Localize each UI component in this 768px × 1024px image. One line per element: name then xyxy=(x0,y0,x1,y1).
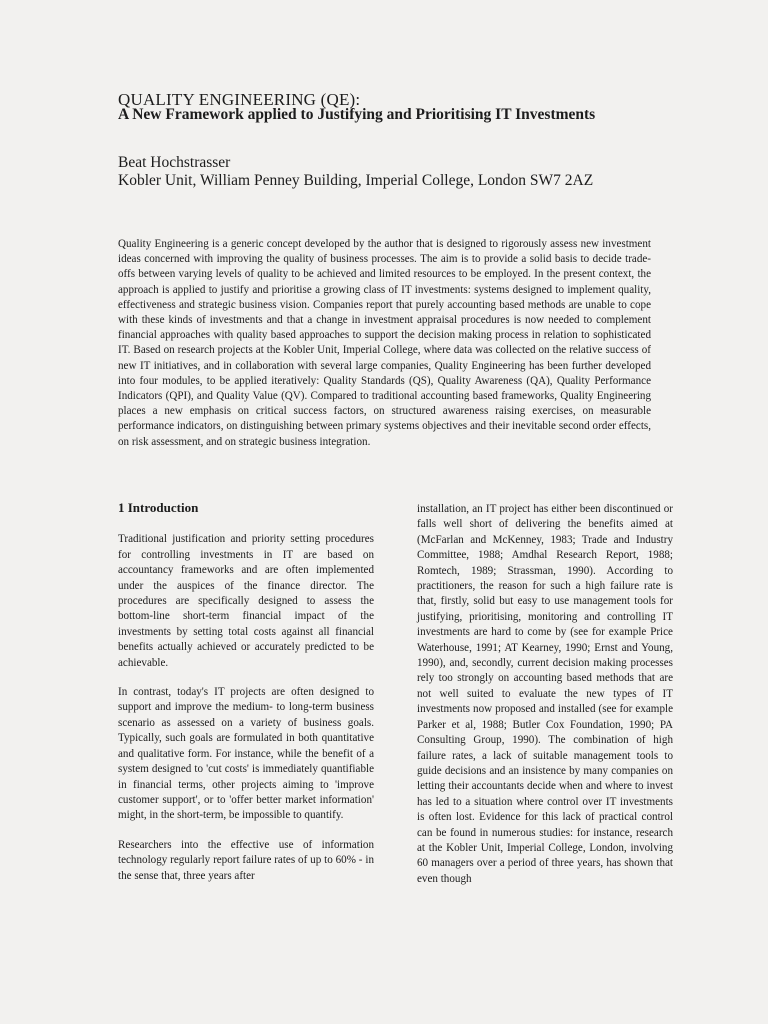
section-heading: 1 Introduction xyxy=(118,500,199,515)
right-column xyxy=(417,502,673,887)
left-column xyxy=(118,500,374,898)
body-paragraph: Traditional justification and priority setting procedures for controlling investments in IT are based on accountancy frameworks and are often implemented under the auspices of the finance director. The procedures are specifically designed to assess the bottom-line short-term financial impact of the investments by setting total costs against all financial benefits actually achieved or accurately predicted to be achievable. xyxy=(118,533,374,669)
body-paragraph: Researchers into the effective use of information technology regularly report failure rates of up to 60% - in the sense that, three years after xyxy=(118,838,374,882)
paper-subtitle: A New Framework applied to Justifying and Prioritising IT Investments xyxy=(118,106,596,123)
paper-title: QUALITY ENGINEERING (QE): xyxy=(118,90,361,109)
body-paragraph: In contrast, today's IT projects are often designed to support and improve the medium- to long-term business scenario as assessed on a variety of business goals. Typically, such goals are formulated in both quantitative and qualitative form. For instance, while the benefit of a system designed to 'cut costs' is immediately quantifiable in financial terms, other projects aiming to 'improve customer support', or to 'offer better market information' might, in the short-term, be impossible to quantify. xyxy=(118,686,374,822)
author-name: Beat Hochstrasser xyxy=(118,154,231,171)
author-affiliation: Kobler Unit, William Penney Building, Imperial College, London SW7 2AZ xyxy=(118,172,594,189)
abstract: Quality Engineering is a generic concept developed by the author that is designed to rigorously assess new investment ideas concerned with improving the quality of business processes. The aim is to provide a solid basis to decide trade-offs between varying levels of quality to be achieved and limited resources to be employed. In the present context, the approach is applied to justify and prioritise a growing class of IT investments: systems designed to implement quality, effectiveness and strategic business vision. Companies report that purely accounting based methods are unable to cope with these kinds of investments and that a change in investment appraisal procedures is now needed to complement financial approaches with quality based approaches to support the decision making process in relation to sophisticated IT. Based on research projects at the Kobler Unit, Imperial College, where data was collected on the relative success of new IT initiatives, and in collaboration with several large companies, Quality Engineering has been further developed into four modules, to be applied iteratively: Quality Standards (QS), Quality Awareness (QA), Quality Performance Indicators (QPI), and Quality Value (QV). Compared to traditional accounting based frameworks, Quality Engineering places a new emphasis on critical success factors, on structured awareness raising exercises, on measurable performance indicators, on distinguishing between primary systems objectives and their inevitable second order effects, on risk assessment, and on strategic business integration. xyxy=(118,238,651,448)
body-paragraph: installation, an IT project has either been discontinued or falls well short of delivering the benefits aimed at (McFarlan and McKenney, 1983; Trade and Industry Committee, 1988; Amdhal Research Report, 1988; Romtech, 1989; Strassman, 1990). According to practitioners, the reason for such a high failure rate is that, firstly, solid but easy to use management tools for justifying, prioritising, monitoring and controlling IT investments are hard to come by (see for example Price Waterhouse, 1991; AT Kearney, 1990; Ernst and Young, 1990), and, secondly, current decision making processes rely too strongly on accounting based methods that are not well suited to evaluate the new types of IT investments now proposed and installed (see for example Parker et al, 1988; Butler Cox Foundation, 1990; PA Consulting Group, 1990). The combination of high failure rates, a lack of suitable management tools to guide decisions and an insistence by many companies on letting their accountants decide when and where to invest has led to a situation where control over IT investments is often lost. Evidence for this lack of practical control can be found in numerous studies: for instance, research at the Kobler Unit, Imperial College, London, involving 60 managers over a period of three years, has shown that even though xyxy=(417,503,673,885)
